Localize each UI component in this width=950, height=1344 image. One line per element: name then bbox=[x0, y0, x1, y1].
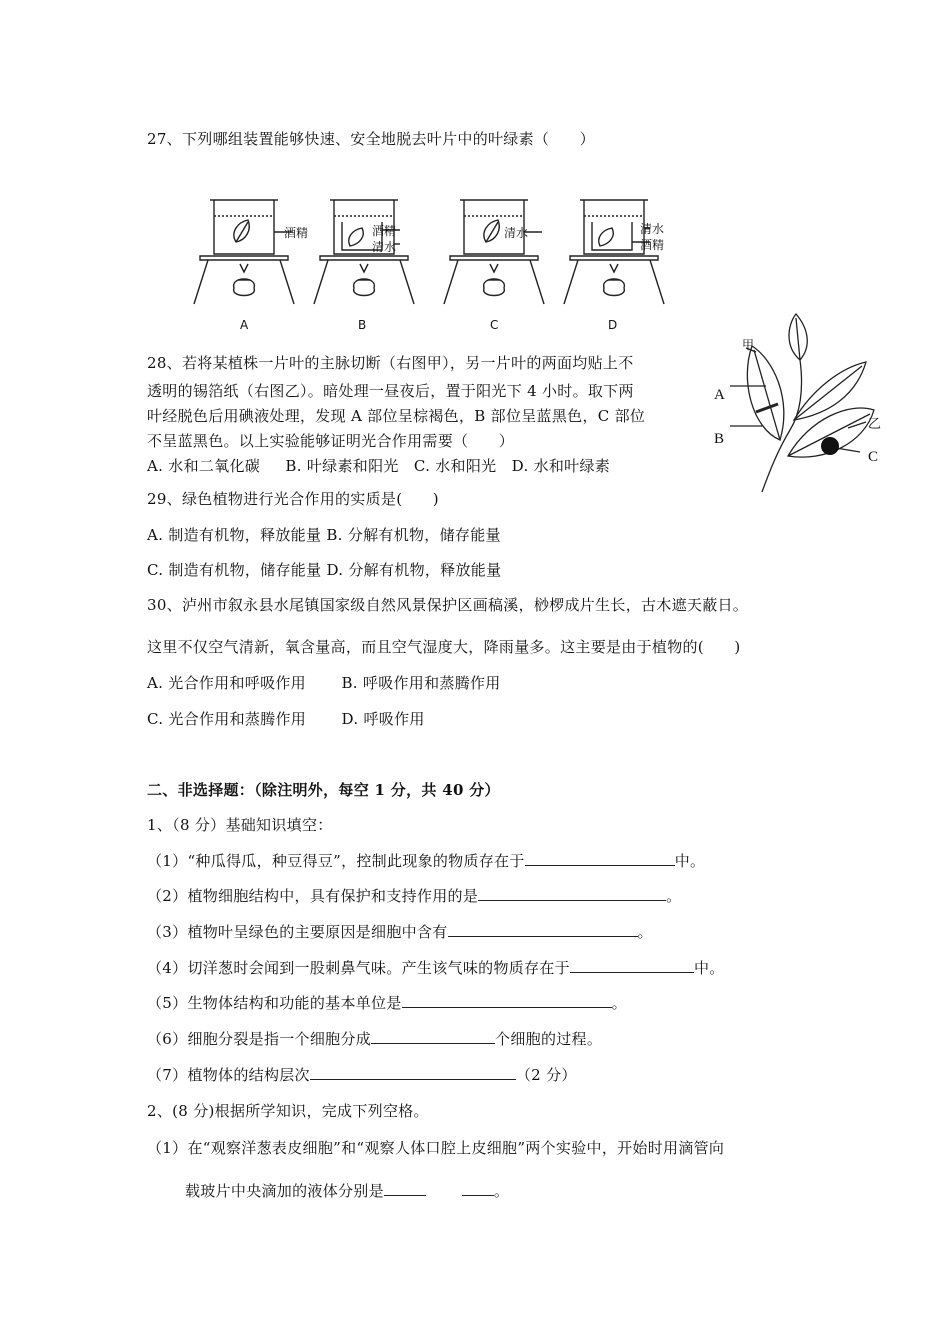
answer-blank[interactable] bbox=[384, 1181, 426, 1196]
apparatus-b-label-1: 酒精 bbox=[372, 224, 397, 238]
leaf-label-b: B bbox=[714, 431, 725, 447]
foil-patch bbox=[821, 437, 839, 455]
q28-options: A. 水和二氧化碳 B. 叶绿素和阳光 C. 水和阳光 D. 水和叶绿素 bbox=[147, 457, 611, 475]
answer-blank[interactable] bbox=[478, 886, 666, 901]
q28-line-2: 透明的锡箔纸（右图乙）。暗处理一昼夜后，置于阳光下 4 小时。取下两 bbox=[147, 382, 634, 400]
apparatus-b-label-2: 清水 bbox=[372, 240, 397, 254]
q1-item-5: （5）生物体结构和功能的基本单位是 。 bbox=[147, 994, 627, 1012]
q29-text: 29、绿色植物进行光合作用的实质是( ) bbox=[147, 490, 439, 508]
apparatus-c-label-1: 清水 bbox=[504, 226, 529, 240]
answer-blank[interactable] bbox=[462, 1181, 494, 1196]
q2-item-1-line-1: （1）在“观察洋葱表皮细胞”和“观察人体口腔上皮细胞”两个实验中，开始时用滴管向 bbox=[147, 1139, 725, 1157]
answer-blank[interactable] bbox=[570, 958, 694, 973]
apparatus-c-letter: C bbox=[490, 318, 499, 332]
answer-blank[interactable] bbox=[525, 851, 675, 866]
apparatus-a-label-1: 酒精 bbox=[284, 226, 309, 240]
apparatus-d-label-2: 酒精 bbox=[640, 238, 665, 252]
leaf-label-a: A bbox=[714, 387, 725, 403]
q1-item-2: （2）植物细胞结构中，具有保护和支持作用的是 。 bbox=[147, 887, 682, 905]
apparatus-a bbox=[194, 200, 294, 304]
answer-blank[interactable] bbox=[371, 1029, 495, 1044]
q1-item-1: （1）“种瓜得瓜，种豆得豆”，控制此现象的物质存在于 中。 bbox=[147, 852, 706, 870]
q1-item-7: （7）植物体的结构层次 （2 分） bbox=[147, 1066, 577, 1084]
q1-item-6: （6）细胞分裂是指一个细胞分成 个细胞的过程。 bbox=[147, 1030, 603, 1048]
answer-blank[interactable] bbox=[310, 1065, 516, 1080]
apparatus-a-letter: A bbox=[240, 318, 249, 332]
apparatus-b-letter: B bbox=[358, 318, 367, 332]
q29-options-1: A. 制造有机物，释放能量 B. 分解有机物，储存能量 bbox=[147, 526, 501, 544]
q28-line-3: 叶经脱色后用碘液处理，发现 A 部位呈棕褐色，B 部位呈蓝黑色，C 部位 bbox=[147, 407, 646, 425]
apparatus-b bbox=[314, 200, 414, 304]
q30-options-2: C. 光合作用和蒸腾作用 D. 呼吸作用 bbox=[147, 710, 425, 728]
q30-options-1: A. 光合作用和呼吸作用 B. 呼吸作用和蒸腾作用 bbox=[147, 674, 501, 692]
q29-options-2: C. 制造有机物，储存能量 D. 分解有机物，释放能量 bbox=[147, 561, 502, 579]
leaf-label-yi: 乙 bbox=[868, 416, 882, 431]
leaf-label-c: C bbox=[868, 449, 879, 465]
q30-line-2: 这里不仅空气清新，氧含量高，而且空气湿度大，降雨量多。这主要是由于植物的( ) bbox=[147, 638, 741, 656]
q30-line-1: 30、泸州市叙永县水尾镇国家级自然风景保护区画稿溪，桫椤成片生长，古木遮天蔽日。 bbox=[147, 596, 749, 614]
section-heading: 二、非选择题：（除注明外，每空 1 分，共 40 分） bbox=[147, 781, 500, 799]
answer-blank[interactable] bbox=[448, 922, 638, 937]
apparatus-d-label-1: 清水 bbox=[640, 222, 665, 236]
apparatus-c bbox=[444, 200, 544, 304]
apparatus-d-letter: D bbox=[608, 318, 618, 332]
q1-item-4: （4）切洋葱时会闻到一股刺鼻气味。产生该气味的物质存在于 中。 bbox=[147, 959, 725, 977]
leaf-label-jia: 甲 bbox=[742, 338, 755, 352]
q28-line-4: 不呈蓝黑色。以上实验能够证明光合作用需要（ ） bbox=[147, 432, 515, 450]
q27-text: 27、下列哪组装置能够快速、安全地脱去叶片中的叶绿素（ ） bbox=[147, 130, 595, 148]
q1-item-3: （3）植物叶呈绿色的主要原因是细胞中含有 。 bbox=[147, 923, 653, 941]
answer-blank[interactable] bbox=[402, 993, 612, 1008]
q28-line-1: 28、若将某植株一片叶的主脉切断（右图甲），另一片叶的两面均贴上不 bbox=[147, 354, 634, 372]
q2-title: 2、(8 分)根据所学知识，完成下列空格。 bbox=[147, 1102, 429, 1120]
leaf-figure bbox=[700, 310, 900, 500]
q2-item-1-line-2: 载玻片中央滴加的液体分别是 。 bbox=[185, 1182, 510, 1200]
q1-title: 1、（8 分）基础知识填空： bbox=[147, 816, 333, 834]
